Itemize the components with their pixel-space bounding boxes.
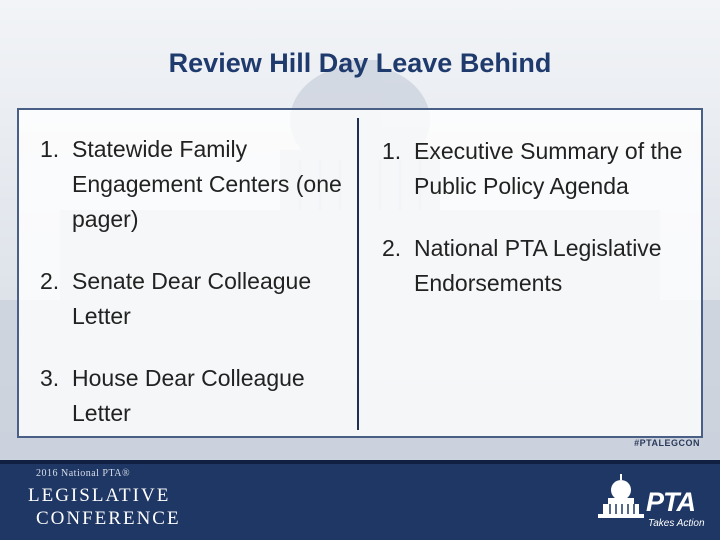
list-item [40, 361, 350, 431]
conference-title-line2: CONFERENCE [36, 508, 181, 529]
item-number: 1. [382, 138, 402, 164]
item-text: Senate Dear Colleague Letter [72, 268, 312, 329]
item-number: 1. [40, 136, 60, 162]
slide-title: Review Hill Day Leave Behind [168, 48, 552, 78]
hashtag: #PTALEGCON [634, 438, 700, 448]
item-text: Statewide Family Engagement Centers (one pager) [72, 136, 342, 232]
item-number: 3. [40, 365, 60, 391]
item-text: Executive Summary of the Public Policy Agenda [414, 138, 683, 199]
list-item [382, 231, 692, 301]
right-column [382, 134, 692, 301]
footer-stripe [0, 460, 720, 464]
list-item [382, 134, 692, 204]
item-text: House Dear Colleague Letter [72, 365, 305, 426]
conference-year: 2016 National PTA® [36, 468, 131, 479]
item-number: 2. [40, 268, 60, 294]
conference-title-line1: LEGISLATIVE [28, 485, 171, 506]
list-item [40, 132, 350, 237]
pta-tagline: Takes Action [648, 518, 705, 529]
item-number: 2. [382, 235, 402, 261]
pta-logo-text: PTA [646, 487, 695, 517]
left-column [40, 132, 350, 431]
item-text: National PTA Legislative Endorsements [414, 235, 662, 296]
column-divider [357, 118, 359, 430]
list-item [40, 264, 350, 334]
